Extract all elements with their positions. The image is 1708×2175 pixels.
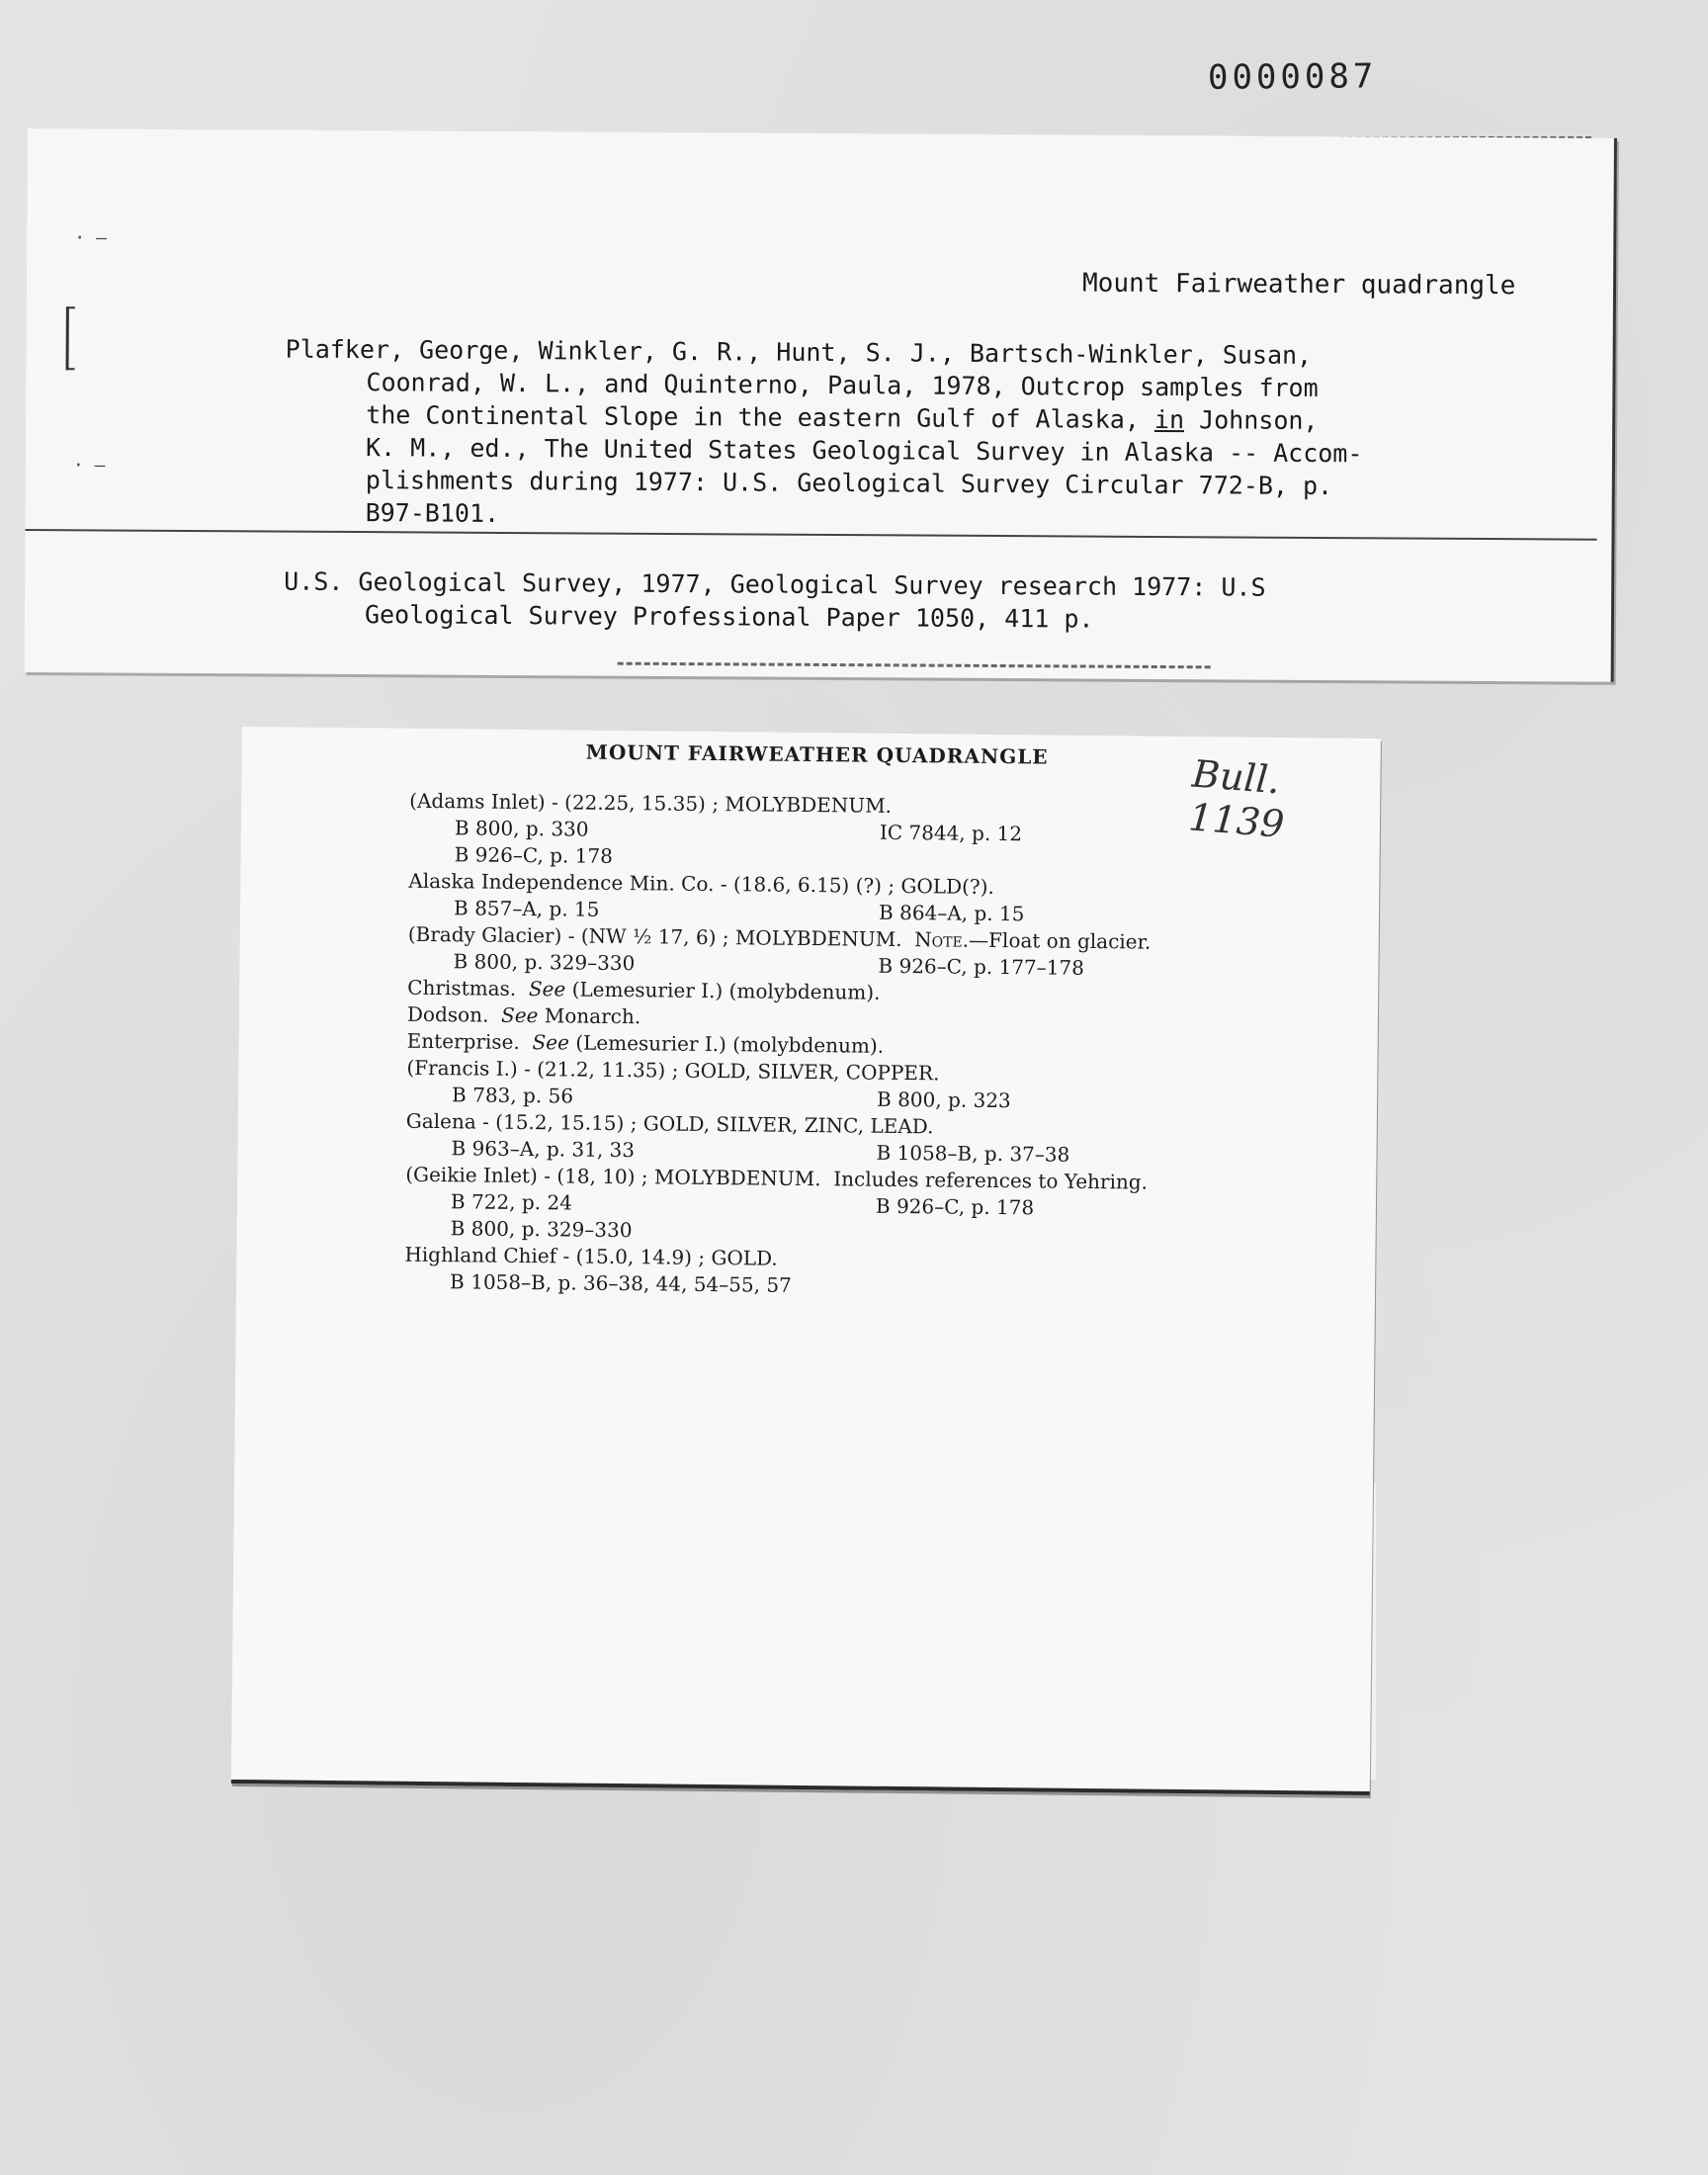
margin-bracket-mark xyxy=(66,306,75,370)
entry-references xyxy=(409,815,1320,878)
margin-dots: · – xyxy=(72,455,106,477)
entry-brady-glacier xyxy=(407,921,1318,985)
see-label: See xyxy=(528,977,566,1001)
reference: B 722, p. 24 xyxy=(450,1189,573,1215)
see-label: See xyxy=(500,1002,539,1028)
card-title: MOUNT FAIRWEATHER QUADRANGLE xyxy=(585,740,1049,769)
citation-line: K. M., ed., The United States Geological Survey in Alaska -- Accom- xyxy=(365,433,1363,469)
reference: B 857–A, p. 15 xyxy=(453,896,600,921)
reference: B 783, p. 56 xyxy=(451,1083,574,1108)
reference: B 963–A, p. 31, 33 xyxy=(451,1136,636,1163)
deposit-entries xyxy=(404,788,1319,1305)
reference: B 1058–B, p. 36–38, 44, 54–55, 57 xyxy=(450,1269,792,1297)
reference: B 800, p. 329–330 xyxy=(453,949,636,976)
document-id: 0000087 xyxy=(1207,56,1378,98)
reference: B 800, p. 323 xyxy=(876,1087,1011,1113)
citation-plafker xyxy=(285,333,1571,537)
citation-line-text: Johnson, xyxy=(1183,405,1319,435)
see-target: (Lemesurier I.) (molybdenum). xyxy=(571,977,881,1004)
reference: B 864–A, p. 15 xyxy=(878,900,1025,926)
margin-dots: · – xyxy=(74,227,107,249)
entry-galena xyxy=(405,1108,1316,1172)
reference: B 926–C, p. 177–178 xyxy=(878,953,1085,980)
entry-heading: Dodson. xyxy=(406,1001,489,1027)
entry-francis-island xyxy=(406,1055,1317,1118)
printed-index-card xyxy=(231,727,1381,1795)
entry-heading: (Brady Glacier) - (NW ½ 17, 6) ; MOLYBDENUM. xyxy=(407,921,902,952)
citation-usgs xyxy=(284,566,1569,639)
reference: B 1058–B, p. 37–38 xyxy=(876,1140,1070,1167)
handwritten-note: Bull. 1139 xyxy=(1187,751,1286,846)
quadrangle-title: Mount Fairweather quadrangle xyxy=(1081,268,1516,302)
entry-heading: Alaska Independence Min. Co. - (18.6, 6.15) (?) ; GOLD(?). xyxy=(408,868,994,899)
note-text: —Float on glacier. xyxy=(968,927,1152,954)
entry-heading: (Geikie Inlet) - (18, 10) ; MOLYBDENUM. xyxy=(405,1162,821,1191)
entry-references xyxy=(405,1188,1316,1252)
reference: B 926–C, p. 178 xyxy=(454,842,614,868)
reference: B 800, p. 330 xyxy=(454,816,589,841)
citation-line: Geological Survey Professional Paper 1050, 411 p. xyxy=(364,600,1094,634)
entry-adams-inlet xyxy=(409,788,1320,878)
citation-first-line: U.S. Geological Survey, 1977, Geological Survey research 1977: U.S xyxy=(284,566,1266,602)
entry-heading: Christmas. xyxy=(407,975,517,1000)
entry-highland-chief xyxy=(404,1242,1315,1305)
entry-heading: Highland Chief - (15.0, 14.9) ; GOLD. xyxy=(404,1242,778,1270)
citation-line: B97-B101. xyxy=(365,498,500,528)
note-label: Note. xyxy=(914,927,970,952)
entry-heading: (Adams Inlet) - (22.25, 15.35) ; MOLYBDENUM. xyxy=(409,788,893,818)
entry-heading: Galena - (15.2, 15.15) ; GOLD, SILVER, ZINC, LEAD. xyxy=(405,1108,934,1139)
entry-heading: (Francis I.) - (21.2, 11.35) ; GOLD, SILVER, COPPER. xyxy=(406,1055,940,1086)
citation-line: plishments during 1977: U.S. Geological Survey Circular 772-B, p. xyxy=(365,466,1333,501)
reference: B 800, p. 329–330 xyxy=(450,1216,633,1243)
see-target: Monarch. xyxy=(544,1003,641,1029)
citation-line-text: the Continental Slope in the eastern Gulf of Alaska, xyxy=(366,400,1140,434)
typed-citation-clipping xyxy=(25,129,1617,682)
entry-geikie-inlet xyxy=(405,1162,1316,1252)
entry-heading: Enterprise. xyxy=(406,1028,520,1054)
bottom-dashed-rule xyxy=(618,662,1211,669)
reference: B 926–C, p. 178 xyxy=(875,1193,1035,1220)
reference: IC 7844, p. 12 xyxy=(879,820,1023,846)
citation-line: Coonrad, W. L., and Quinterno, Paula, 1978, Outcrop samples from xyxy=(366,368,1319,402)
citation-first-line: Plafker, George, Winkler, G. R., Hunt, S. J., Bartsch-Winkler, Susan, xyxy=(285,334,1313,370)
see-target: (Lemesurier I.) (molybdenum). xyxy=(575,1030,885,1058)
entry-extra-note: Includes references to Yehring. xyxy=(833,1167,1149,1194)
see-label: See xyxy=(532,1030,570,1055)
entry-alaska-independence xyxy=(408,868,1319,931)
underlined-in: in xyxy=(1153,404,1185,435)
